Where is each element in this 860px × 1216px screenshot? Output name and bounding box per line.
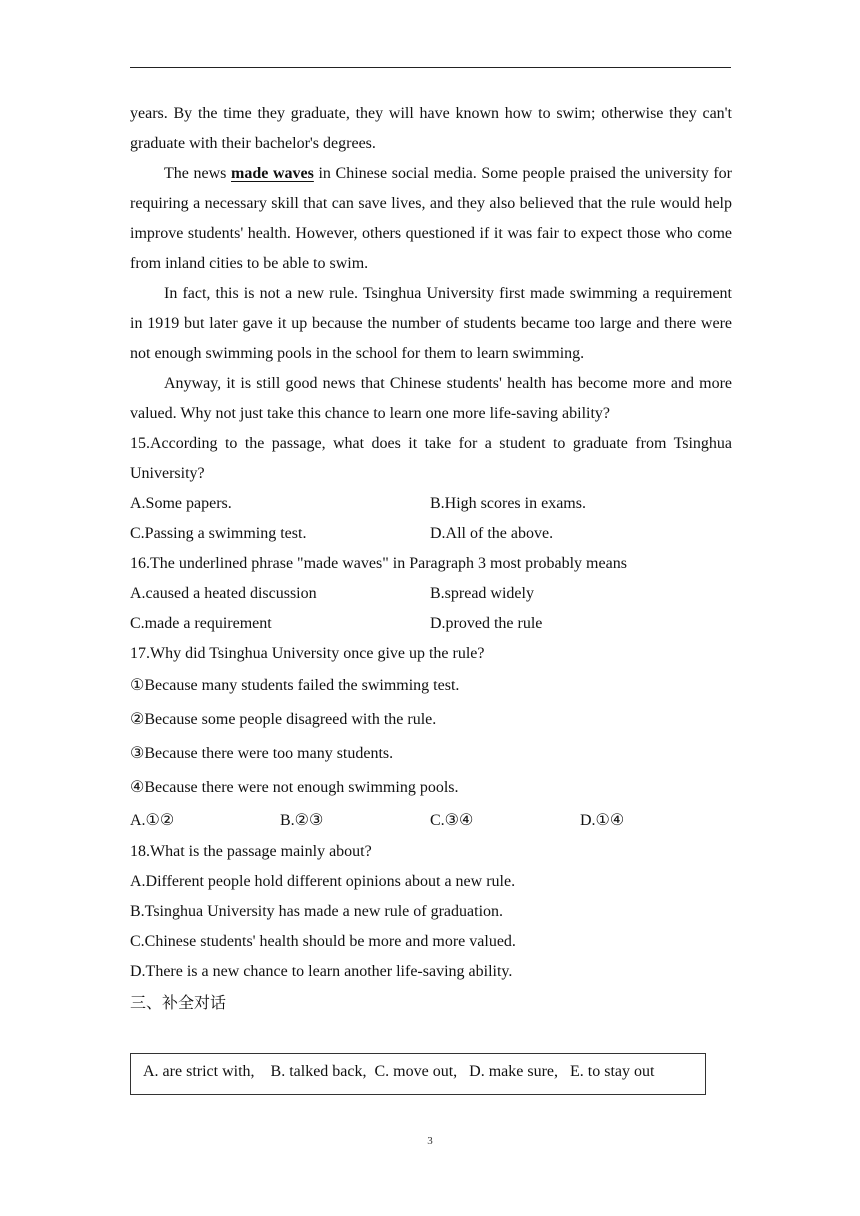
q15-options-row-1 [130, 489, 732, 519]
q17-statement-2: ②Because some people disagreed with the rule. [130, 711, 437, 728]
q15-options-row-2 [130, 519, 732, 549]
q16-options-row-1 [130, 579, 732, 609]
passage-paragraph-2 [130, 159, 732, 279]
word-bank-box [130, 1053, 706, 1095]
question-15: 15.According to the passage, what does it take for a student to graduate from Tsinghua University? [130, 435, 732, 482]
q16-option-c: C.made a requirement [130, 615, 272, 632]
q18-option-b: B.Tsinghua University has made a new rule of graduation. [130, 903, 504, 920]
question-16: 16.The underlined phrase "made waves" in Paragraph 3 most probably means [130, 555, 627, 572]
q15-option-b: B.High scores in exams. [430, 495, 586, 512]
q18-option-c: C.Chinese students' health should be more and more valued. [130, 933, 516, 950]
q18-option-a: A.Different people hold different opinions about a new rule. [130, 873, 516, 890]
question-17: 17.Why did Tsinghua University once give up the rule? [130, 645, 485, 662]
paragraph-2-rest: in Chinese social media. Some people praised the university for requiring a necessary skill that can save lives, and they also believed that the rule would help improve students' health. However, others questioned if it was fair to expect those who come from inland cities to be able to swim. [130, 165, 732, 272]
q17-option-b: B.②③ [280, 812, 324, 829]
q18-option-d: D.There is a new chance to learn another life-saving ability. [130, 963, 513, 980]
q17-option-a: A.①② [130, 812, 175, 829]
header-rule [130, 67, 731, 68]
word-bank-text: A. are strict with, B. talked back, C. move out, D. make sure, E. to stay out [143, 1063, 655, 1080]
q16-option-b: B.spread widely [430, 585, 534, 602]
q17-statement-3: ③Because there were too many students. [130, 745, 394, 762]
q15-option-c: C.Passing a swimming test. [130, 525, 307, 542]
q15-option-d: D.All of the above. [430, 525, 554, 542]
q17-statement-4: ④Because there were not enough swimming pools. [130, 779, 459, 796]
passage-paragraph-4: Anyway, it is still good news that Chinese students' health has become more and more valued. Why not just take this chance to learn one more life-saving ability? [130, 375, 732, 422]
q15-option-a: A.Some papers. [130, 495, 232, 512]
q17-options-row [130, 805, 732, 837]
underlined-phrase: made waves [231, 165, 314, 182]
q16-option-d: D.proved the rule [430, 615, 543, 632]
page-number: 3 [427, 1135, 433, 1147]
q17-option-c: C.③④ [430, 812, 474, 829]
passage-paragraph-3: In fact, this is not a new rule. Tsinghua University first made swimming a requirement in 1919 but later gave it up because the number of students became too large and there were not enough swimming pools in the school for them to learn swimming. [130, 285, 732, 362]
q17-option-d: D.①④ [580, 812, 625, 829]
q16-option-a: A.caused a heated discussion [130, 585, 317, 602]
passage-paragraph-1: years. By the time they graduate, they will have known how to swim; otherwise they can't graduate with their bachelor's degrees. [130, 105, 732, 152]
section-3-title: 三、补全对话 [130, 993, 227, 1012]
document-body [130, 99, 732, 1019]
q17-statement-1: ①Because many students failed the swimming test. [130, 677, 460, 694]
paragraph-2-start: The news [164, 165, 232, 182]
question-18: 18.What is the passage mainly about? [130, 843, 372, 860]
q16-options-row-2 [130, 609, 732, 639]
